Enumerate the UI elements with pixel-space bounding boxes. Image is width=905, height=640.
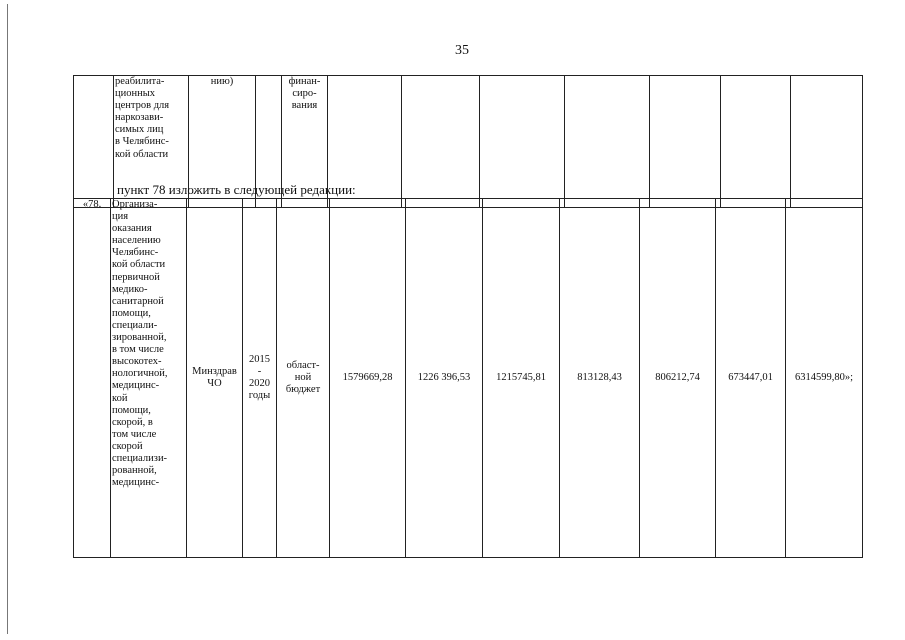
top-amount-cell [402, 76, 480, 208]
top-name-cell: реабилита- ционных центров для наркозави- симых лиц в Челябинс- кой области [114, 76, 189, 208]
page-number: 35 [455, 43, 469, 58]
item-period-cell: 2015 - 2020 годы [243, 199, 277, 558]
amount-total-cell: 6314599,80»; [786, 199, 863, 558]
top-executor-cell: нию) [189, 76, 256, 208]
top-amount-cell [721, 76, 791, 208]
amount-cell: 673447,01 [716, 199, 786, 558]
amount-cell: 813128,43 [560, 199, 640, 558]
item-source-cell: област- ной бюджет [277, 199, 330, 558]
amount-cell: 1579669,28 [330, 199, 406, 558]
left-margin-line [7, 4, 8, 634]
item-78-table [73, 198, 863, 558]
amendment-instruction: пункт 78 изложить в следующей редакции: [117, 182, 356, 197]
amount-cell: 806212,74 [640, 199, 716, 558]
top-amount-cell [565, 76, 650, 208]
top-row-number-cell [74, 76, 114, 208]
amount-cell: 1215745,81 [483, 199, 560, 558]
item-executor-cell: Минздрав ЧО [187, 199, 243, 558]
item-number-cell: «78. [74, 199, 111, 558]
item-name-cell: Организа- ция оказания населению Челябинс- кой области первичной медико- санитарной помощи, специали- зированной, в том числе высокотех- нологичной, медицинс- кой помощи, скорой, в том числе скорой специализи- рованной, медицинс- [111, 199, 187, 558]
top-amount-cell [791, 76, 863, 208]
top-amount-cell [650, 76, 721, 208]
amount-cell: 1226 396,53 [406, 199, 483, 558]
top-source-cell: финан- сиро- вания [282, 76, 328, 208]
top-amount-cell [480, 76, 565, 208]
